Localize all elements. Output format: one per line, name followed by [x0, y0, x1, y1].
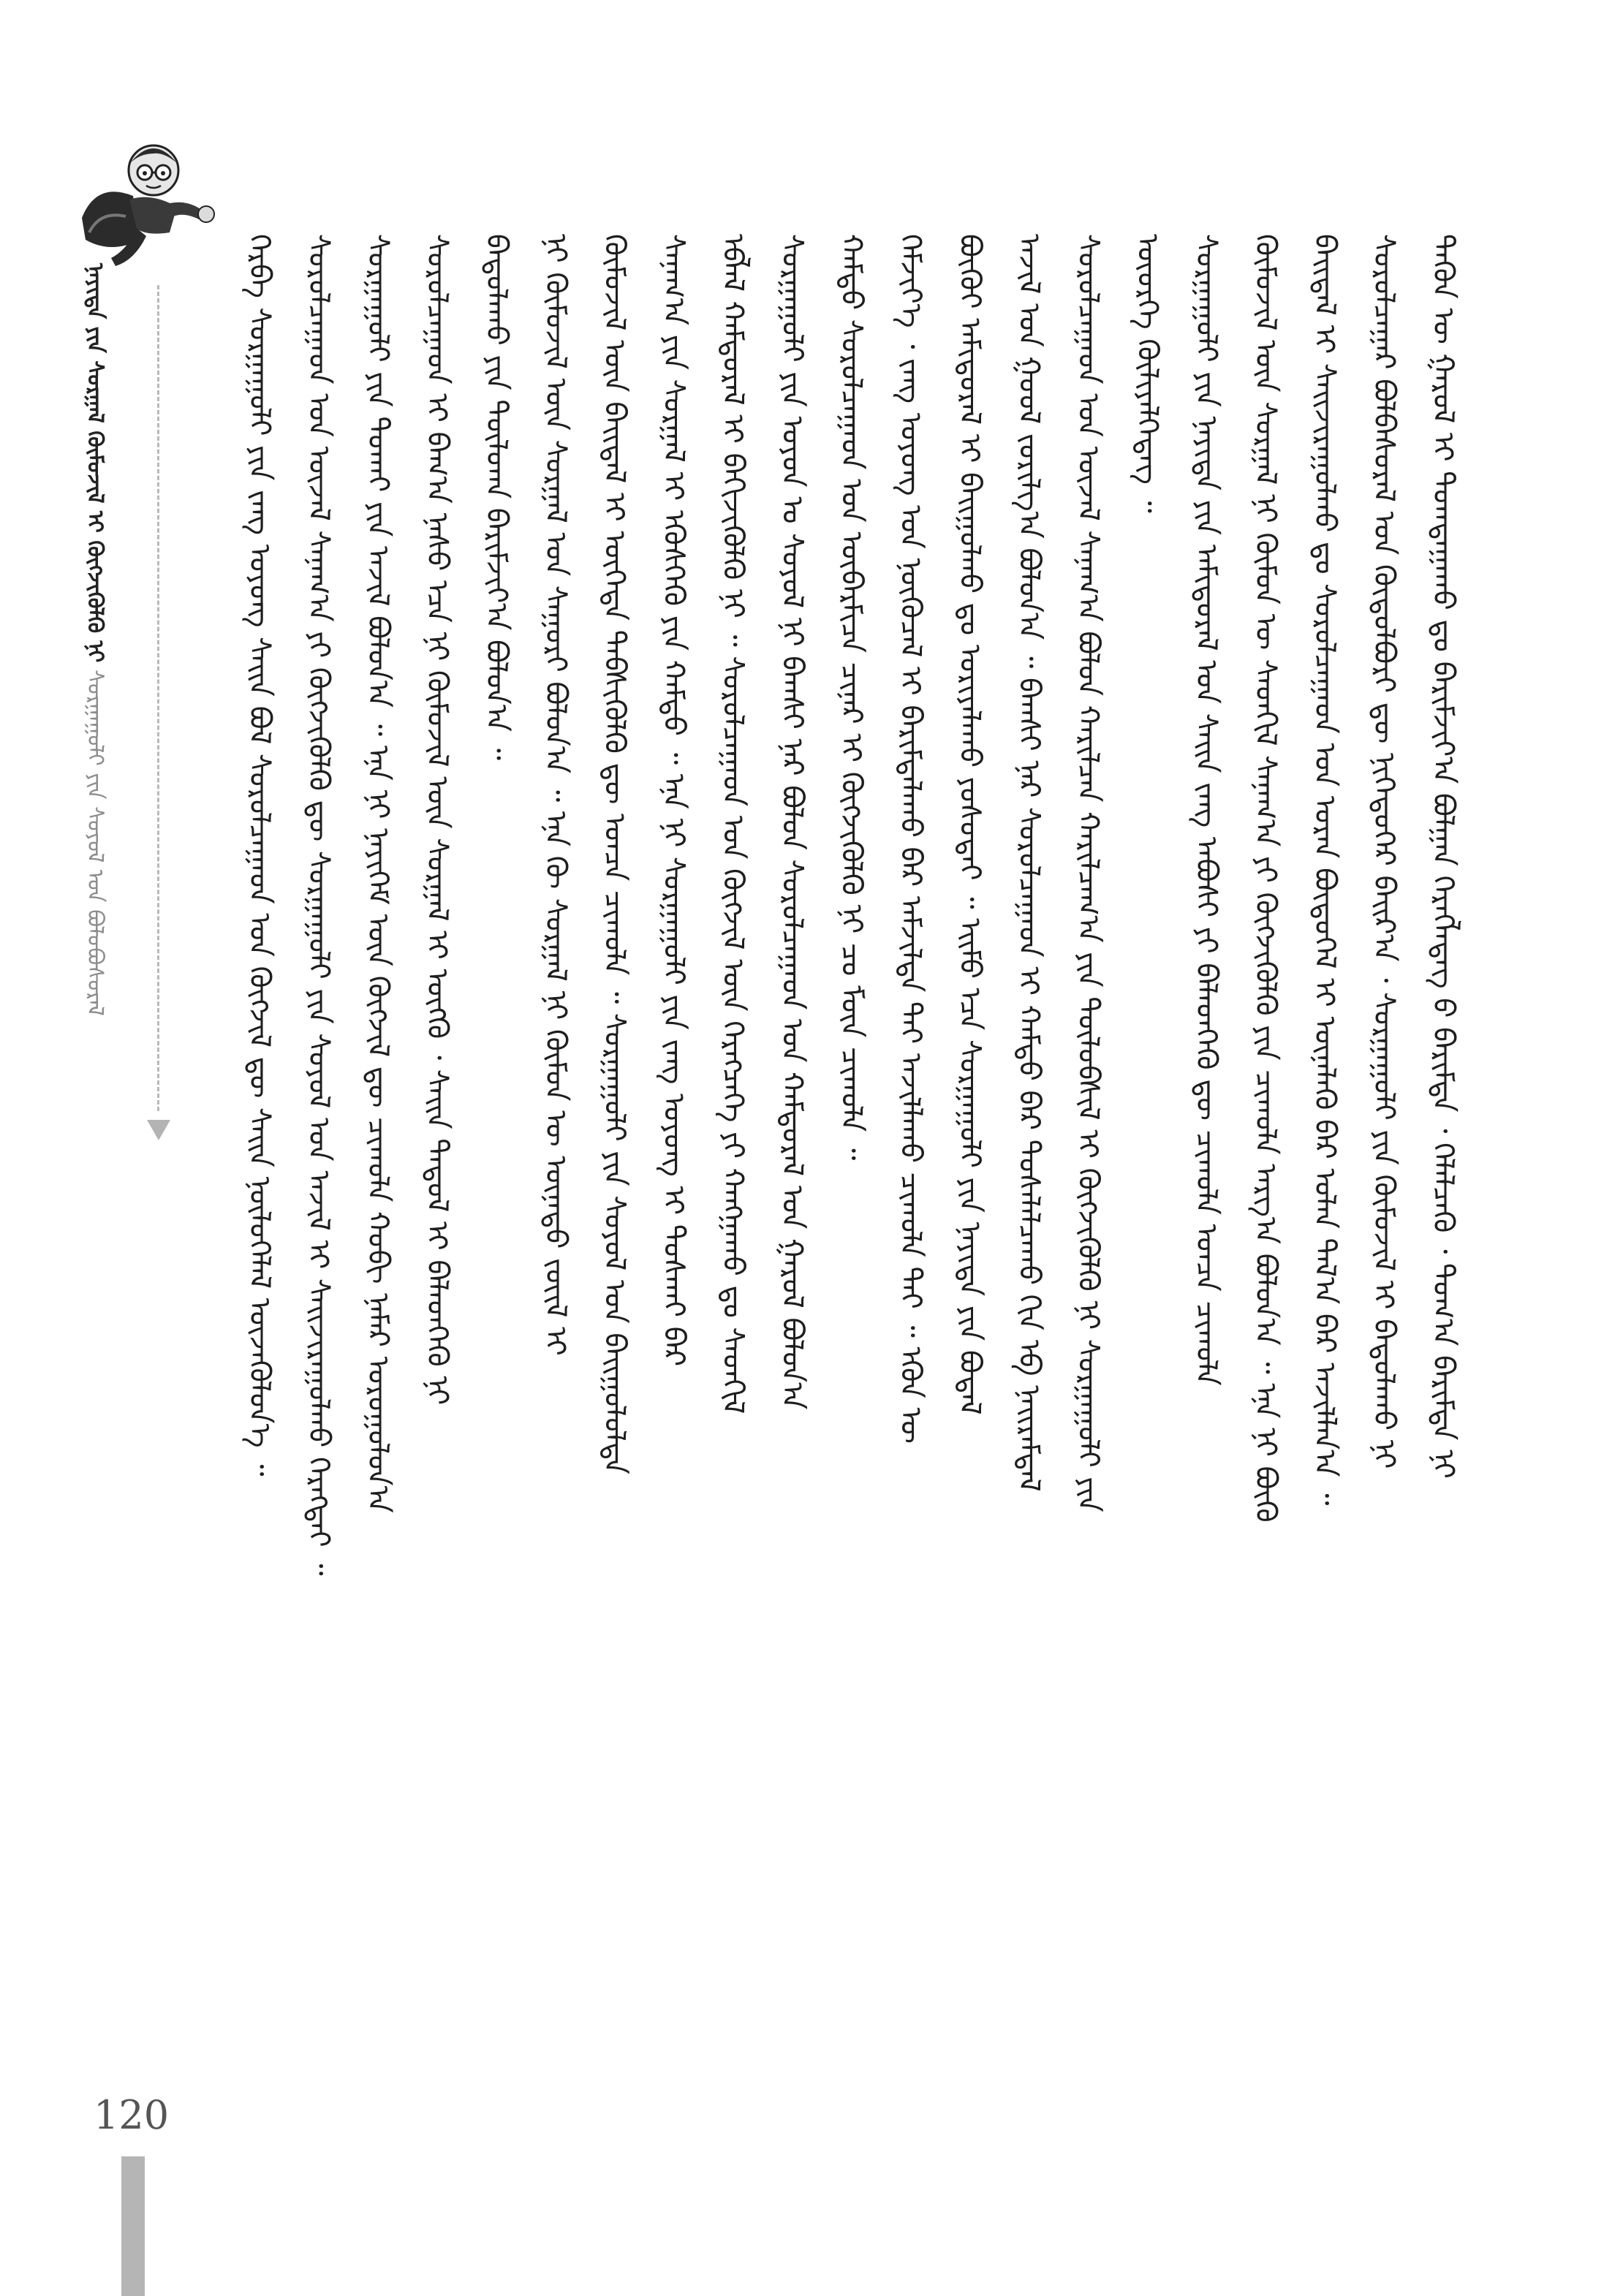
text-column: ᠰᠤᠷᠤᠯᠴᠠᠭ᠋ᠠᠳ ᠤᠨ ᠦᠵᠡᠯ ᠰᠠᠨᠠᠭ᠎ᠠ ᠪᠣᠯᠤᠨ ᠬᠠᠷᠢᠯᠴᠠᠨ ᠬᠠᠷᠢᠯᠴᠠᠭ᠎ᠠ ᠶᠢᠨ ᠲᠥᠯᠦᠪᠰᠢᠯ ᠢ ᠬᠥᠭᠵᠢᠭᠦᠯᠬᠦ ᠨᠢ ᠰᠤᠷᠭᠠᠭᠤᠯᠢ ᠶᠢᠨ [1071, 234, 1105, 1512]
text-column: ᠪᠦᠬᠦᠢ ᠠᠮᠢᠳᠤᠷᠠᠯ ᠢ ᠪᠠᠢᠭᠤᠯᠬᠤ ᠳᠤ ᠤᠷᠢᠶᠠᠯᠠᠬᠤ ᠶᠣᠰᠤᠲᠠᠢ ᠃ ᠡᠢᠮᠦ ᠡᠴᠡ ᠰᠤᠷᠭᠠᠭᠤᠯᠢ ᠶᠢᠨ ᠨᠡᠶᠢᠲᠡ ᠶᠢᠨ ᠪᠣᠳᠠᠯ [953, 234, 987, 1415]
text-column: ᠬᠡᠷᠪᠡ ᠰᠤᠷᠭᠠᠭᠤᠯᠢ ᠶᠢᠨ ᠵᠠᠩ ᠤᠶᠤᠩ ᠰᠠᠢᠨ ᠪᠣᠯ ᠰᠤᠷᠤᠯᠴᠠᠭ᠋ᠠᠳ ᠤᠨ ᠬᠥᠭᠵᠢᠯ ᠳᠦ ᠰᠠᠢᠨ ᠨᠥᠯᠥᠭᠡᠯᠡᠯ ᠦᠵᠡᠭᠦᠯᠦᠨ᠎ᠡ ᠃ [242, 234, 276, 1477]
running-header-subtitle: ᠰᠤᠷᠭᠠᠭᠤᠯᠢ ᠶᠢᠨ ᠰᠣᠶᠤᠯ ᠤᠨ ᠪᠤᠯᠤᠪᠤᠰᠤᠷᠠᠯ [82, 670, 108, 1017]
text-column: ᠦᠦᠷᠭᠡ ᠬᠦᠯᠢᠶᠡᠯᠭᠡᠳᠡᠭ ᠃ [1130, 234, 1165, 513]
text-column: ᠰᠤᠷᠭᠠᠭᠤᠯᠢ ᠶᠢᠨ ᠨᠡᠶᠢᠲᠡ ᠶᠢᠨ ᠠᠮᠢᠳᠤᠷᠠᠯ ᠤᠨ ᠰᠠᠢᠨ ᠵᠠᠩ ᠠᠪᠤᠰᠢ ᠶᠢ ᠪᠡᠯᠡᠳᠬᠡᠬᠦ ᠳᠦ ᠴᠢᠬᠤᠯᠠ ᠣᠨᠴᠠ ᠴᠢᠬᠤᠯᠠ [1189, 234, 1224, 1386]
page-number: 120 [94, 2092, 170, 2138]
text-column: ᠬᠦᠮᠦᠵᠢᠯ ᠦᠨ ᠰᠤᠷᠭᠠᠯ ᠨᠢ ᠬᠦᠮᠦᠨ ᠦ ᠰᠡᠳᠬᠢᠯ ᠰᠠᠨᠠᠭ᠎ᠠ ᠶᠢ ᠬᠥᠭᠵᠢᠭᠦᠯᠬᠦ ᠶᠢᠨ ᠴᠢᠬᠤᠯᠠ ᠠᠷᠭ᠎ᠠ ᠪᠣᠯᠤᠨ᠎ᠠ ᠃ ᠡᠨᠡ ᠨᠢ ᠪᠦᠬᠦ [1249, 234, 1283, 1523]
text-column: ᠰᠤᠷᠭᠠᠭᠤᠯᠢ ᠶᠢᠨ ᠲᠤᠬᠠᠢ ᠶᠢᠨ ᠠᠵᠢᠯ ᠪᠣᠯᠤᠨ᠎ᠠ ᠃ ᠡᠨᠡ ᠨᠢ ᠨᠡᠶᠢᠭᠡᠮ ᠦᠨ ᠬᠥᠭᠵᠢᠯ ᠳᠦ ᠴᠢᠬᠤᠯᠠ ᠬᠤᠪᠢ ᠨᠡᠮᠡᠷ ᠣᠷᠤᠭᠤᠯᠤᠨ᠎ᠠ [360, 234, 395, 1513]
page-edge-tab [121, 2156, 145, 2296]
text-column: ᠨᠢ ᠬᠦᠮᠦᠵᠢᠯ ᠦᠨ ᠰᠤᠷᠭᠠᠯ ᠤᠨ ᠰᠠᠭᠤᠷᠢ ᠪᠣᠯᠤᠨ᠎ᠠ ᠃ ᠡᠨᠡ ᠬᠦ ᠰᠤᠷᠭᠠᠯ ᠨᠢ ᠬᠦᠮᠦᠨ ᠦ ᠦᠨᠡᠲᠦ ᠵᠦᠢᠯ ᠢ [538, 234, 572, 1356]
text-column: ᠡᠪᠯᠡᠯ ᠬᠠᠮᠲᠤᠷᠠᠯ ᠢ ᠪᠡᠬᠢᠵᠢᠭᠦᠯᠬᠦ ᠨᠢ ᠃ ᠰᠤᠷᠤᠯᠴᠠᠭ᠋ᠠᠳ ᠤᠨ ᠬᠥᠭᠵᠢᠯ ᠦᠨ ᠬᠡᠷᠡᠭᠴᠡᠭᠡ ᠶᠢ ᠬᠠᠩᠭᠠᠬᠤ ᠳᠤ ᠰᠡᠳᠬᠢᠯ [716, 234, 750, 1414]
body-text [219, 234, 1462, 2032]
text-column: ᠲᠡᠭᠦᠨ ᠦ ᠭᠠᠷᠤᠯ ᠢ ᠲᠣᠭᠲᠠᠭᠠᠬᠤ ᠳᠤ ᠪᠠᠷᠢᠮᠵᠢᠶ᠎ᠠ ᠪᠣᠯᠭᠠᠨ ᠬᠡᠷᠡᠭᠯᠡᠳᠡᠭ ᠦ᠌ ᠪᠠᠷᠢᠮᠲᠠ ᠂ ᠬᠡᠯᠡᠯᠴᠡᠬᠦ ᠂ ᠲᠣᠭ᠎ᠠ ᠪᠠᠷᠢᠮᠲᠠ ᠨᠢ [1426, 234, 1461, 1479]
text-column: ᠰᠤᠷᠤᠯᠴᠠᠭ᠋ᠠᠳ ᠤᠨ ᠦᠵᠡᠯ ᠰᠠᠨᠠᠭ᠎ᠠ ᠶᠢ ᠬᠥᠭᠵᠢᠭᠦᠯᠬᠦ ᠳᠦ ᠰᠤᠷᠭᠠᠭᠤᠯᠢ ᠶᠢᠨ ᠰᠣᠶᠤᠯ ᠤᠨ ᠠᠵᠢᠯ ᠢ ᠰᠠᠢᠵᠢᠷᠠᠭᠤᠯᠬᠤ ᠬᠡᠷᠡᠭᠲᠡᠢ ᠃ [301, 234, 336, 1576]
text-column: ᠰᠠᠨᠠᠭ᠎ᠠ ᠶᠢᠨ ᠰᠤᠷᠭᠠᠯ ᠢ ᠡᠭᠦᠰᠭᠡᠬᠦ ᠶᠢᠨ ᠬᠠᠮᠲᠤ ᠃ ᠡᠨᠡ ᠨᠢ ᠰᠤᠷᠭᠠᠭᠤᠯᠢ ᠶᠢᠨ ᠵᠠᠩ ᠤᠶᠤᠩ ᠢ ᠲᠤᠰᠬᠠᠢ ᠪᠡᠷ [657, 234, 691, 1367]
triangle-arrow-icon [147, 1120, 170, 1140]
text-column: ᠪᠠᠢᠳᠠᠯ ᠢ ᠰᠠᠢᠵᠢᠷᠠᠭᠤᠯᠬᠤ ᠳᠤ ᠰᠤᠷᠤᠯᠴᠠᠭ᠋ᠠᠳ ᠤᠨ ᠤᠷᠠᠨ ᠪᠦᠲᠦᠭᠡᠯ ᠢ ᠦᠨᠡᠯᠡᠬᠦ ᠪᠡᠷ ᠣᠯᠠᠨ ᠲᠠᠯ᠎ᠠ ᠪᠠᠷ ᠠᠵᠢᠯᠯᠠᠨ᠎ᠠ ᠃ [1308, 234, 1342, 1506]
text-column: ᠰᠤᠷᠤᠯᠴᠠᠭ᠋ᠠᠷ ᠪᠣᠯᠪᠠᠰᠤᠷᠠᠯ ᠤᠨ ᠬᠥᠲᠥᠯᠪᠦᠷᠢ ᠳᠦ ᠨᠢᠭᠡᠳᠦᠭᠡᠷ ᠪᠠᠢᠷ᠎ᠠ ᠂ ᠰᠤᠷᠭᠠᠭᠤᠯᠢ ᠶᠢᠨ ᠬᠦᠮᠦᠵᠢᠯ ᠢ ᠪᠠᠲᠤᠯᠠᠬᠤ ᠨᠢ [1367, 234, 1401, 1469]
running-header-title: ᠨᠡᠶᠢᠲᠡ ᠶᠢᠨ ᠰᠤᠷᠭᠠᠯ ᠬᠦᠮᠦᠵᠢᠯ ᠢ ᠬᠥᠭᠵᠢᠭᠦᠯᠬᠦ ᠨᠢ [82, 263, 108, 663]
header-dashed-rule [157, 285, 159, 1111]
text-column: ᠠᠵᠢᠯ ᠤᠨ ᠭᠣᠤᠯ ᠵᠣᠷᠢᠯᠭ᠎ᠠ ᠪᠣᠯᠤᠨ᠎ᠠ ᠃ ᠪᠠᠭᠰᠢ ᠨᠠᠷ ᠰᠤᠷᠤᠯᠴᠠᠭ᠋ᠠᠳ ᠢ ᠬᠠᠮᠲᠤ ᠪᠡᠷ ᠲᠤᠰᠠᠯᠠᠯᠴᠠᠬᠤ ᠬᠢᠨ ᠡᠪ ᠨᠠᠢᠷᠠᠮᠳᠠᠯ [1012, 234, 1046, 1492]
text-column: ᠰᠤᠷᠭᠠᠭᠤᠯᠢ ᠶᠢᠨ ᠣᠶᠤᠨ ᠤ ᠰᠣᠶᠤᠯ ᠨᠢ ᠪᠠᠭᠰᠢ ᠨᠠᠷ ᠪᠣᠯᠤᠨ ᠰᠤᠷᠤᠯᠴᠠᠭ᠋ᠠᠳ ᠤᠨ ᠬᠠᠮᠲᠤᠷᠠᠯ ᠤᠨ ᠭᠠᠷᠤᠯ ᠪᠣᠯᠤᠨ᠎ᠠ [775, 234, 809, 1410]
text-column: ᠬᠠᠮᠲᠤ ᠰᠤᠷᠤᠯᠴᠠᠭ᠋ᠠᠳ ᠤᠨ ᠥᠪᠡᠷᠮᠢᠴᠡ ᠴᠢᠨᠠᠷ ᠢ ᠬᠥᠭᠵᠢᠭᠦᠯᠬᠦ ᠨᠢ ᠴᠤ ᠮᠥᠨ ᠴᠢᠬᠤᠯᠠ ᠃ [834, 234, 869, 1161]
text-column: ᠪᠠᠳᠤᠯᠠᠬᠤ ᠶᠢᠨ ᠲᠥᠯᠦᠭ᠍ᠡ ᠪᠠᠷᠢᠮᠵᠢᠶ᠎ᠠ ᠪᠣᠯᠤᠨ᠎ᠠ ᠃ [479, 234, 513, 761]
text-column: ᠬᠡᠮᠵᠢᠶ᠎ᠡ ᠂ ᠵᠠᠩ ᠤᠶᠤᠩ ᠤᠨ ᠨᠥᠬᠥᠴᠡᠯ ᠢ ᠪᠠᠷᠢᠮᠲᠠᠯᠠᠬᠤ ᠪᠡᠷ ᠠᠮᠵᠢᠯᠲᠠ ᠲᠠᠢ ᠠᠵᠢᠯᠯᠠᠬᠤ ᠴᠢᠬᠤᠯᠠ ᠲᠠᠢ ᠃ ᠡᠭᠦᠨ ᠦ [893, 234, 928, 1444]
superhero-mascot-illustration [67, 130, 221, 276]
text-column: ᠰᠤᠷᠤᠯᠴᠠᠭ᠋ᠠᠳ ᠢ ᠪᠠᠭ᠎ᠠ ᠨᠠᠰᠤ ᠡᠴᠡ ᠨᠢ ᠬᠦᠮᠦᠵᠢᠯ ᠦᠨ ᠰᠤᠷᠭᠠᠯ ᠢ ᠥᠭᠬᠦ ᠂ ᠰᠠᠢᠨ ᠳᠠᠳᠤᠯ ᠢ ᠪᠡᠯᠡᠳᠬᠡᠬᠦ ᠨᠢ [420, 234, 454, 1406]
text-column: ᠬᠦᠮᠦᠵᠢᠯ ᠦᠨ ᠪᠠᠢᠳᠠᠯ ᠢ ᠥᠭᠡᠳᠡ ᠳᠡᠪᠰᠢᠭᠦᠯᠬᠦ ᠳᠦ ᠣᠨᠴᠠ ᠴᠢᠬᠤᠯᠠ ᠃ ᠰᠤᠷᠭᠠᠭᠤᠯᠢ ᠶᠢᠨ ᠰᠣᠶᠤᠯ ᠤᠨ ᠪᠠᠢᠭᠤᠯᠤᠯᠲᠠ [597, 234, 632, 1474]
running-header [73, 263, 117, 1082]
